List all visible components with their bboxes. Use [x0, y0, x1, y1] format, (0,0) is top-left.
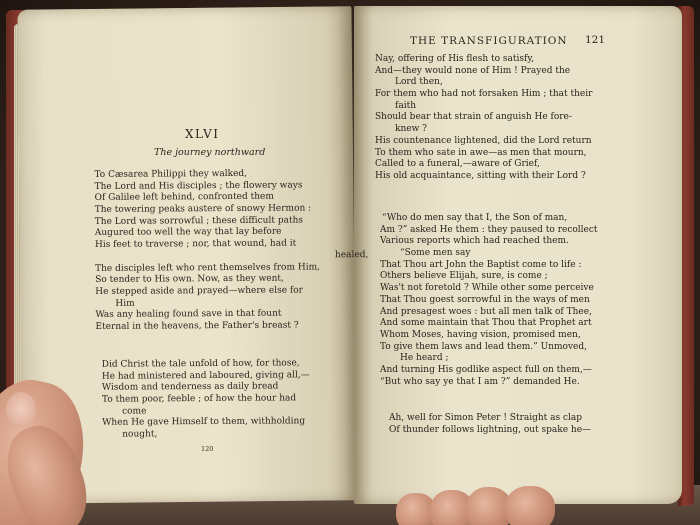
poem-line: He heard ;	[400, 353, 449, 364]
poem-line: Nay, offering of His flesh to satisfy,	[375, 54, 535, 64]
poem-line: Am ?” asked He them : they paused to recollect	[380, 224, 598, 235]
poem-line: Wisdom and tenderness as daily bread	[101, 381, 279, 394]
chapter-title: The journey northward	[154, 147, 266, 158]
poem-line: The towering peaks austere of snowy Hermon :	[94, 203, 312, 216]
poem-line: “Who do men say that I, the Son of man,	[382, 213, 568, 223]
poem-line: come	[122, 406, 147, 417]
poem-line: Called to a funeral,—aware of Grief,	[375, 159, 540, 170]
poem-line: That Thou goest sorrowful in the ways of men	[380, 294, 590, 305]
poem-line: The Lord and His disciples ; the flowery ways	[94, 180, 303, 192]
poem-line: The disciples left who rent themselves from Him,	[95, 261, 321, 274]
page-number-left: 120	[201, 445, 214, 453]
poem-line: faith	[395, 100, 416, 111]
poem-line: His feet to traverse ; nor, that wound, had it	[94, 238, 297, 251]
poem-line: Of Galilee left behind, confronted them	[94, 192, 274, 204]
left-thumbnail	[6, 392, 36, 426]
poem-line: And presagest woes : but all men talk of Thee,	[380, 306, 592, 317]
poem-line: That Thou art John the Baptist come to life :	[380, 259, 582, 270]
poem-line: The Lord was sorrowful ; these difficult paths	[94, 215, 304, 227]
running-head: THE TRANSFIGURATION	[410, 35, 568, 47]
right-stanza-3	[389, 413, 591, 436]
poem-line: Others believe Elijah, sure, is come ;	[380, 271, 548, 282]
poem-line: Did Christ the tale unfold of how, for those,	[101, 358, 300, 370]
poem-line: Was any healing found save in that fount	[95, 308, 282, 321]
poem-line: Lord then,	[395, 77, 443, 88]
chapter-number: XLVI	[185, 127, 220, 141]
poem-line: Should bear that strain of anguish He fore-	[375, 112, 572, 123]
poem-line: “But who say ye that I am ?” demanded He.	[380, 376, 580, 387]
left-stanza-1	[94, 168, 368, 334]
right-stanza-1	[375, 54, 592, 183]
left-stanza-2	[102, 358, 310, 441]
right-finger	[505, 486, 555, 525]
poem-line: Of thunder follows lightning, out spake he—	[389, 424, 592, 435]
poem-line: His countenance lightened, did the Lord return	[375, 135, 592, 146]
poem-line: Various reports which had reached them.	[380, 236, 569, 247]
poem-line: To Cæsarea Philippi they walked,	[94, 168, 248, 180]
right-stanza-2	[380, 213, 598, 388]
poem-line: nought,	[122, 429, 158, 440]
poem-line: He had ministered and laboured, giving all,—	[101, 369, 310, 382]
poem-line: And turning His godlike aspect full on them,—	[380, 364, 592, 375]
poem-line: “Some men say	[400, 248, 471, 259]
poem-line: healed,	[334, 249, 369, 261]
poem-line: His old acquaintance, sitting with their Lord ?	[375, 170, 586, 181]
poem-line: Was't not foretold ? While other some perceive	[380, 283, 594, 294]
poem-line: When He gave Himself to them, withholding	[102, 416, 306, 429]
poem-line: knew ?	[395, 124, 427, 135]
poem-line: Augured too well the way that lay before	[94, 227, 282, 239]
poem-line: For them who had not forsaken Him ; that their	[375, 89, 593, 100]
poem-line: To them poor, feeble ; of how the hour had	[101, 393, 297, 405]
poem-line: Whom Moses, having vision, promised men,	[380, 329, 581, 340]
page-number-right: 121	[585, 34, 606, 46]
poem-line: And—they would none of Him ! Prayed the	[375, 65, 571, 76]
poem-line: To give them laws and lead them.” Unmoved,	[380, 341, 587, 352]
poem-line: So tender to His own. Now, as they went,	[95, 273, 284, 286]
poem-line: To them who sate in awe—as men that mourn,	[375, 147, 587, 158]
poem-line: Him	[115, 298, 135, 309]
poem-line: He stepped aside and prayed—where else for	[95, 285, 303, 297]
poem-line: Ah, well for Simon Peter ! Straight as clap	[389, 413, 583, 423]
poem-line: Eternal in the heavens, the Father's breast ?	[95, 320, 299, 332]
poem-line: And some maintain that Thou that Prophet art	[380, 318, 592, 329]
